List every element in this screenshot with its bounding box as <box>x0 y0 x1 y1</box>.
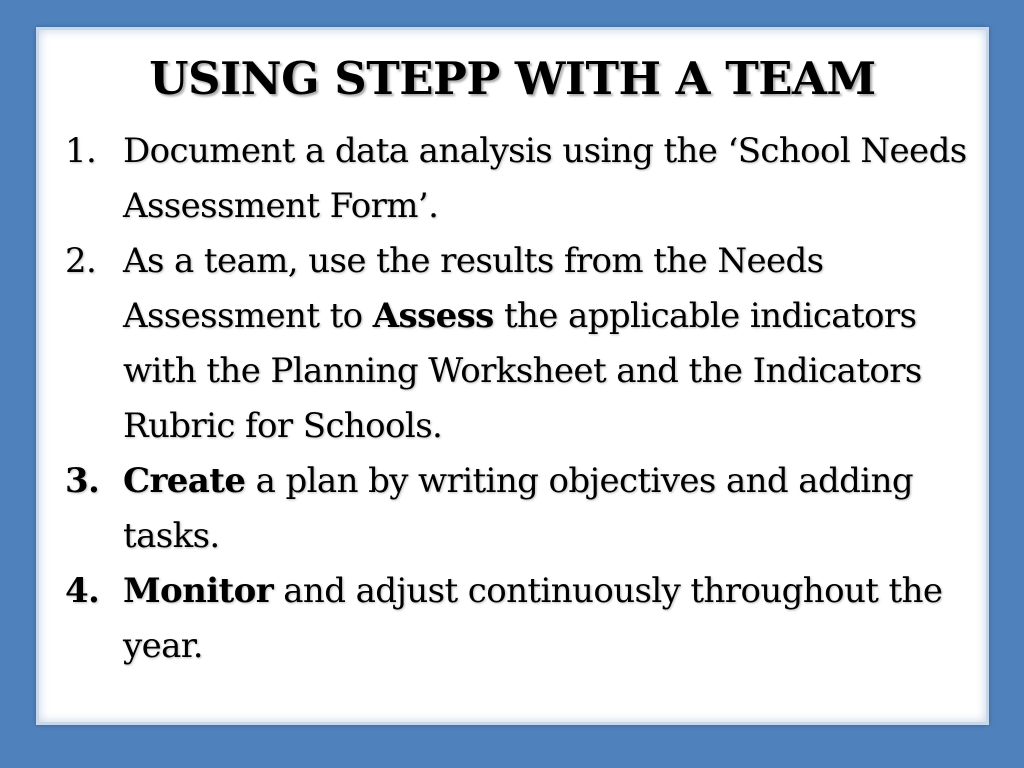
step-keyword: Create <box>123 461 246 501</box>
step-text-post: the applicable indicators with the Planning Worksheet and the Indicators Rubric for Schools. <box>123 296 922 446</box>
step-text-pre: As a team, use the results from the Needs Assessment to <box>123 241 824 336</box>
step-3 <box>65 454 975 564</box>
step-4 <box>65 564 975 674</box>
step-1 <box>65 124 975 234</box>
step-2 <box>65 234 975 454</box>
step-text-post: and adjust continuously throughout the year. <box>123 571 943 666</box>
content-panel <box>36 27 989 725</box>
step-keyword: Monitor <box>123 571 274 611</box>
slide-title: USING STEPP WITH A TEAM <box>149 52 876 105</box>
step-keyword: Assess <box>372 296 494 336</box>
step-text-post: a plan by writing objectives and adding tasks. <box>123 461 914 556</box>
step-number: 4. <box>65 571 100 611</box>
step-text: Document a data analysis using the ‘School Needs Assessment Form’. <box>123 131 967 226</box>
step-number: 2. <box>65 241 97 281</box>
step-number: 3. <box>65 461 100 501</box>
steps-list <box>65 124 975 674</box>
step-number: 1. <box>65 131 97 171</box>
